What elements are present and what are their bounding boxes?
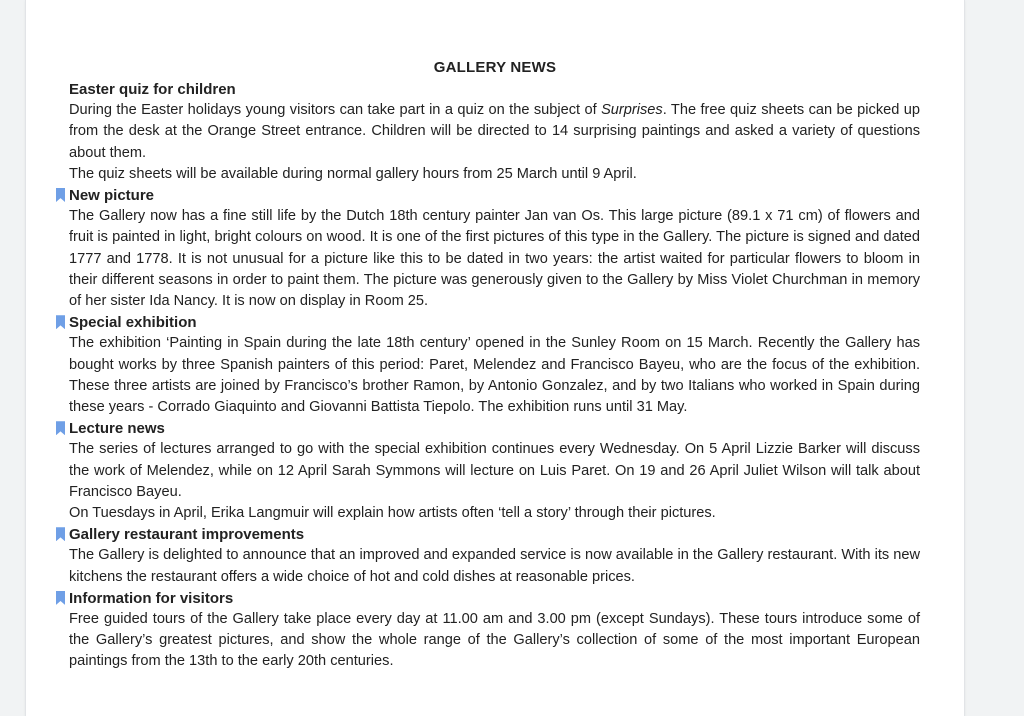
bookmark-icon[interactable] xyxy=(56,591,65,605)
document-page xyxy=(26,0,964,716)
paragraph: The Gallery is delighted to announce that an improved and expanded service is now available in the Gallery restaurant. With its new kitchens the restaurant offers a wide choice of hot and cold dishes at reasonable prices. xyxy=(69,547,920,585)
section-heading-container xyxy=(69,312,920,333)
bookmark-icon[interactable] xyxy=(56,527,65,541)
paragraph: The exhibition ‘Painting in Spain during the late 18th century’ opened in the Sunley Room on 15 March. Recently the Gallery has bought works by three Spanish painters of this period: Paret, Melendez and Francisco Bayeu, who are the focus of the exhibition. These three artists are joined by Francisco’s brother Ramon, by Antonio Gonzalez, and by two Italians who worked in Spain during these years - Corrado Giaquinto and Giovanni Battista Tiepolo. The exhibition runs until 31 May. xyxy=(69,335,920,416)
section-heading: Information for visitors xyxy=(69,589,234,607)
section-heading-container xyxy=(69,524,920,545)
bookmark-icon[interactable] xyxy=(56,421,65,435)
text-run: . The free quiz sheets can be picked up from the desk at the Orange Street entrance. Children will be directed to 14 surprising paintings and asked a variety of questions about them. xyxy=(69,102,920,161)
bookmark-icon[interactable] xyxy=(56,315,65,329)
section-new-picture xyxy=(69,185,920,312)
paragraph: Free guided tours of the Gallery take place every day at 11.00 am and 3.00 pm (except Sundays). These tours introduce some of the Gallery’s greatest pictures, and show the whole range of the Gallery’s collection of some of the most important European paintings from the 13th to the early 20th centuries. xyxy=(69,611,920,670)
section-heading: Easter quiz for children xyxy=(69,81,236,98)
emphasis-text: Surprises xyxy=(601,102,663,119)
section-easter-quiz xyxy=(69,79,920,185)
bookmark-icon[interactable] xyxy=(56,188,65,202)
section-restaurant xyxy=(69,524,920,588)
section-special-exhibition xyxy=(69,312,920,418)
document-title: GALLERY NEWS xyxy=(433,59,557,76)
section-heading-container xyxy=(69,588,920,609)
section-lecture-news xyxy=(69,418,920,524)
section-heading: Lecture news xyxy=(69,420,165,438)
section-heading-container xyxy=(69,418,920,439)
section-heading-container xyxy=(69,185,920,206)
section-heading: New picture xyxy=(69,187,155,205)
section-visitor-info xyxy=(69,588,920,673)
section-heading: Special exhibition xyxy=(69,314,197,332)
paragraph: On Tuesdays in April, Erika Langmuir will explain how artists often ‘tell a story’ through their pictures. xyxy=(69,505,716,522)
paragraph: The quiz sheets will be available during normal gallery hours from 25 March until 9 April. xyxy=(69,165,637,182)
section-heading: Gallery restaurant improvements xyxy=(69,526,305,544)
text-run: During the Easter holidays young visitors can take part in a quiz on the subject of xyxy=(69,102,602,119)
paragraph: The Gallery now has a fine still life by the Dutch 18th century painter Jan van Os. This large picture (89.1 x 71 cm) of flowers and fruit is painted in light, bright colours on wood. It is one of the first pictures of this type in the Gallery. The picture is signed and dated 1777 and 1778. It is not unusual for a picture like this to be dated in two years: the artist waited for particular flowers to bloom in their different seasons in order to paint them. The picture was generously given to the Gallery by Miss Violet Churchman in memory of her sister Ida Nancy. It is now on display in Room 25. xyxy=(69,208,920,310)
paragraph: The series of lectures arranged to go with the special exhibition continues every Wednesday. On 5 April Lizzie Barker will discuss the work of Melendez, while on 12 April Sarah Symmons will lecture on Luis Paret. On 19 and 26 April Juliet Wilson will talk about Francisco Bayeu. xyxy=(69,441,920,500)
paragraph xyxy=(69,100,920,164)
document-body xyxy=(69,79,920,673)
